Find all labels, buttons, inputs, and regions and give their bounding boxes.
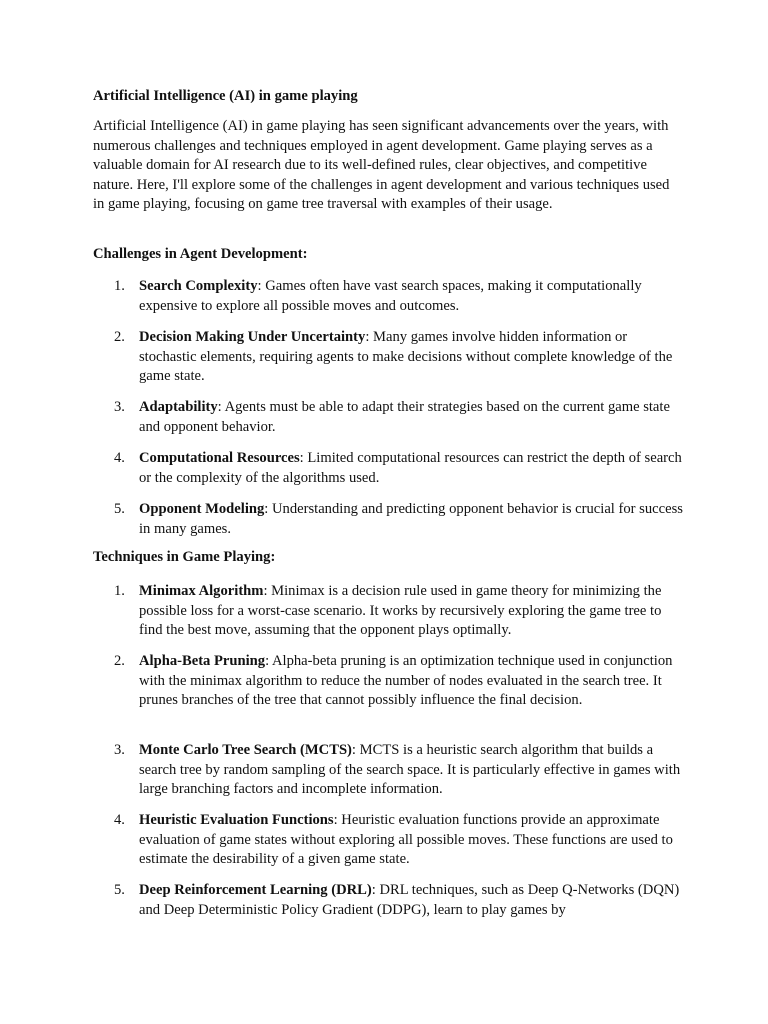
list-number: 5. [114, 501, 125, 517]
list-item-term: Heuristic Evaluation Functions [139, 812, 334, 828]
section-heading-challenges: Challenges in Agent Development: [93, 246, 308, 262]
challenge-item [114, 500, 684, 539]
document-title: Artificial Intelligence (AI) in game playing [93, 88, 358, 104]
list-item-text: : Understanding and predicting opponent behavior is crucial for success in many games. [139, 501, 683, 537]
list-item-text: : Alpha-beta pruning is an optimization technique used in conjunction with the minimax algorithm to reduce the number of nodes evaluated in the search tree. It prunes branches of the tree that cannot possibly influence the final decision. [139, 653, 673, 709]
list-item-body [139, 582, 684, 641]
list-item-text: : Agents must be able to adapt their strategies based on the current game state and opponent behavior. [139, 399, 670, 435]
list-number: 3. [114, 742, 125, 758]
list-number: 2. [114, 329, 125, 345]
technique-item [114, 741, 684, 800]
list-number: 5. [114, 882, 125, 898]
list-item-text: : Many games involve hidden information or stochastic elements, requiring agents to make decisions without complete knowledge of the game state. [139, 329, 673, 385]
challenge-item [114, 449, 684, 488]
list-number: 1. [114, 583, 125, 599]
list-item-body [139, 811, 684, 870]
list-item-text: : Minimax is a decision rule used in game theory for minimizing the possible loss for a worst-case scenario. It works by recursively exploring the game tree to find the best move, assuming that the opponent plays optimally. [139, 583, 662, 639]
list-number: 3. [114, 399, 125, 415]
list-item-text: : Games often have vast search spaces, making it computationally expensive to explore all possible moves and outcomes. [139, 278, 642, 314]
challenge-item [114, 328, 684, 387]
list-item-body [139, 328, 684, 387]
list-item-body [139, 277, 684, 316]
technique-item [114, 811, 684, 870]
section-heading-techniques: Techniques in Game Playing: [93, 549, 276, 565]
list-item-term: Computational Resources [139, 450, 300, 466]
intro-paragraph: Artificial Intelligence (AI) in game playing has seen significant advancements over the years, with numerous challenges and techniques employed in agent development. Game playing serves as a valuable domain for AI research due to its well-defined rules, clear objectives, and competitive nature. Here, I'll explore some of the challenges in agent development and various techniques used in game playing, focusing on game tree traversal with examples of their usage. [93, 118, 670, 213]
list-item-term: Monte Carlo Tree Search (MCTS) [139, 742, 352, 758]
list-item-term: Decision Making Under Uncertainty [139, 329, 366, 345]
list-number: 2. [114, 653, 125, 669]
list-item-body [139, 500, 684, 539]
list-item-body [139, 449, 684, 488]
list-item-body [139, 652, 684, 711]
list-item-term: Opponent Modeling [139, 501, 265, 517]
list-item-term: Minimax Algorithm [139, 583, 264, 599]
list-item-body [139, 398, 684, 437]
list-number: 4. [114, 812, 125, 828]
list-item-body [139, 741, 684, 800]
list-item-term: Alpha-Beta Pruning [139, 653, 266, 669]
list-item-text: : Limited computational resources can restrict the depth of search or the complexity of the algorithms used. [139, 450, 682, 486]
list-item-text: : DRL techniques, such as Deep Q-Networks (DQN) and Deep Deterministic Policy Gradient (DDPG), learn to play games by [139, 882, 680, 918]
list-item-term: Deep Reinforcement Learning (DRL) [139, 882, 372, 898]
challenge-item [114, 398, 684, 437]
list-number: 1. [114, 278, 125, 294]
technique-item [114, 881, 684, 920]
technique-item [114, 582, 684, 641]
technique-item [114, 652, 684, 711]
list-item-text: : Heuristic evaluation functions provide an approximate evaluation of game states without exploring all possible moves. These functions are used to estimate the desirability of a given game state. [139, 812, 673, 868]
list-item-body [139, 881, 684, 920]
list-item-text: : MCTS is a heuristic search algorithm that builds a search tree by random sampling of the search space. It is particularly effective in games with large branching factors and incomplete information. [139, 742, 681, 798]
list-item-term: Search Complexity [139, 278, 258, 294]
challenge-item [114, 277, 684, 316]
list-number: 4. [114, 450, 125, 466]
list-item-term: Adaptability [139, 399, 218, 415]
